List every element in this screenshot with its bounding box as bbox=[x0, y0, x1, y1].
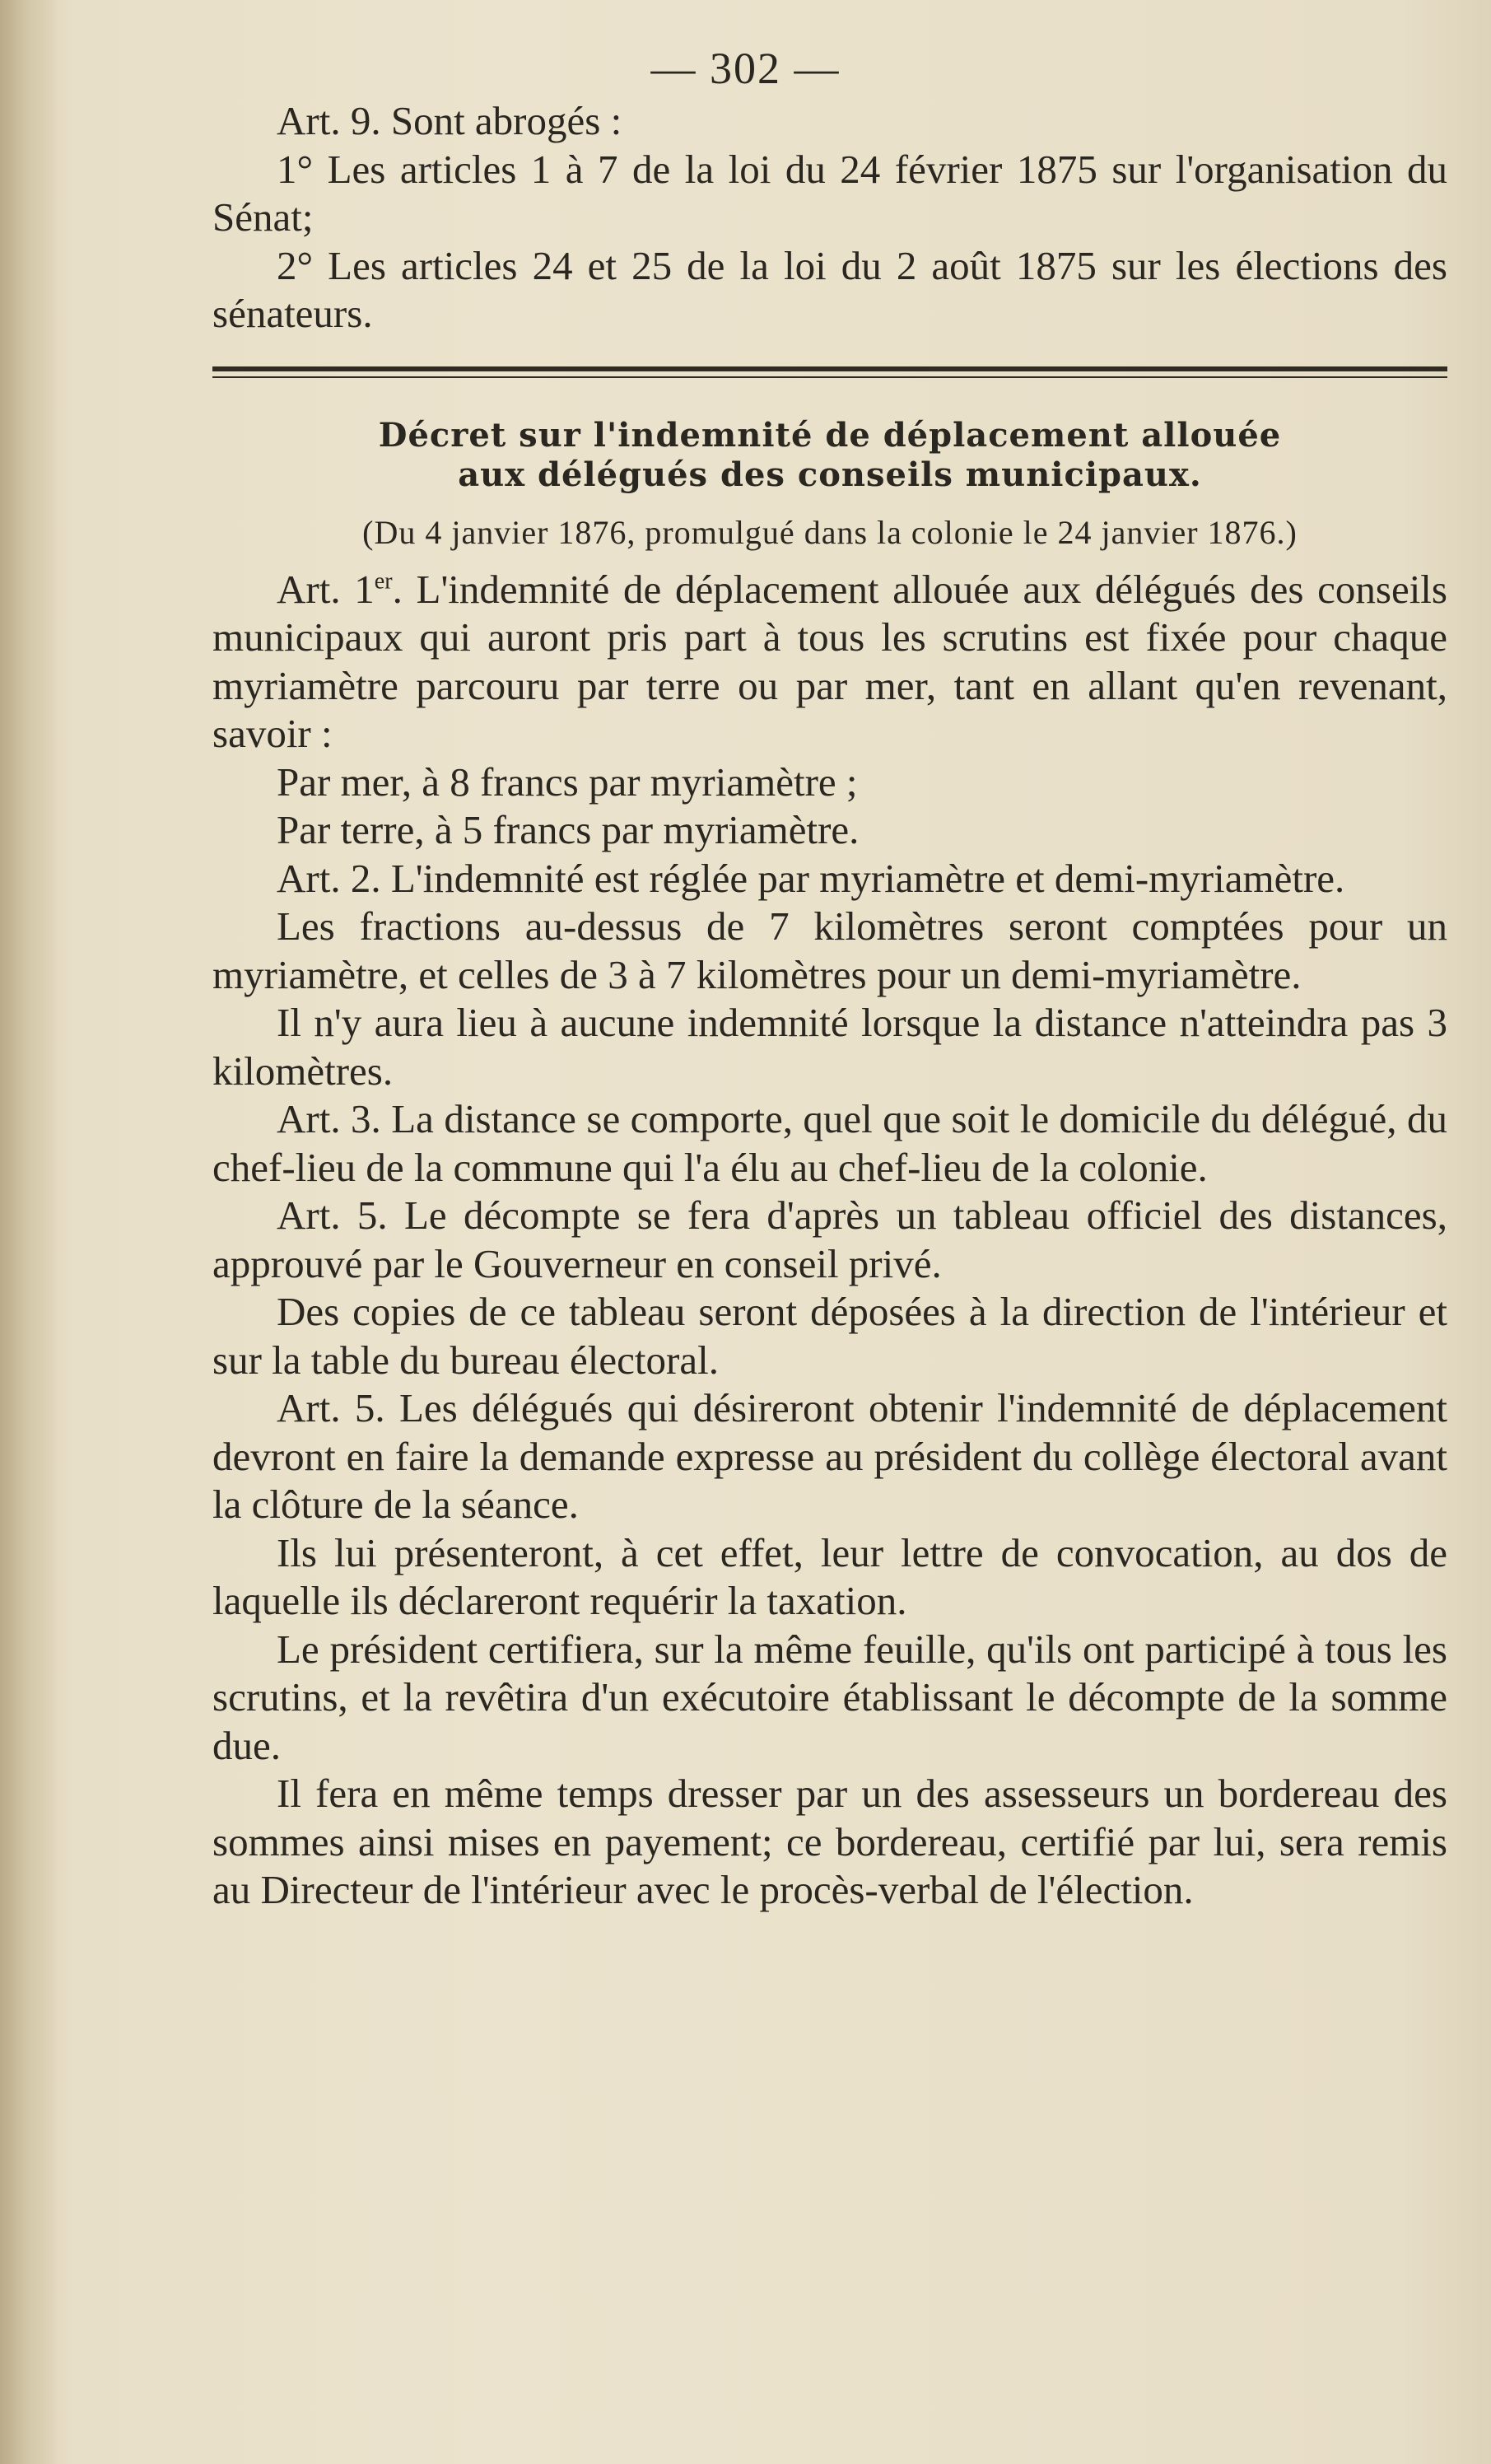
art1-by-land: Par terre, à 5 francs par myriamètre. bbox=[277, 807, 860, 852]
art1-label: Art. 1 bbox=[277, 566, 375, 612]
binding-gutter bbox=[0, 0, 58, 2464]
page-content bbox=[212, 97, 1447, 1915]
art2-paragraph-3: Il n'y aura lieu à aucune indemnité lorsque la distance n'atteindra pas 3 kilomètres. bbox=[212, 1000, 1447, 1094]
decree-title-line-1: Décret sur l'indemnité de déplacement allouée bbox=[378, 415, 1282, 455]
art3-paragraph: Art. 3. La distance se comporte, quel que soit le domicile du délégué, du chef-lieu de la commune qui l'a élu au chef-lieu de la colonie. bbox=[212, 1096, 1447, 1190]
decree-subtitle: (Du 4 janvier 1876, promulgué dans la colonie le 24 janvier 1876.) bbox=[362, 513, 1298, 551]
divider-thick-line bbox=[212, 366, 1447, 371]
art9-item-1: 1° Les articles 1 à 7 de la loi du 24 février 1875 sur l'organisation du Sénat; bbox=[212, 146, 1447, 240]
art5-paragraph-2: Ils lui présenteront, à cet effet, leur lettre de convocation, au dos de laquelle ils déclareront requérir la taxation. bbox=[212, 1529, 1447, 1623]
art9-item-2: 2° Les articles 24 et 25 de la loi du 2 août 1875 sur les élections des sénateurs. bbox=[212, 242, 1447, 336]
art5-paragraph-3: Le président certifiera, sur la même feuille, qu'ils ont participé à tous les scrutins, et la revêtira d'un exécutoire établissant le décompte de la somme due. bbox=[212, 1626, 1447, 1768]
art1-by-sea: Par mer, à 8 francs par myriamètre ; bbox=[277, 758, 858, 805]
art1-text: . L'indemnité de déplacement allouée aux délégués des conseils municipaux qui auront pris part à tous les scrutins est fixée pour chaque myriamètre parcouru par terre ou par mer, tant en allant qu'en revenant, savoir : bbox=[212, 566, 1447, 756]
art4-paragraph: Art. 5. Le décompte se fera d'après un tableau officiel des distances, approuvé par le Gouverneur en conseil privé. bbox=[212, 1192, 1447, 1286]
art5-paragraph-4: Il fera en même temps dresser par un des assesseurs un bordereau des sommes ainsi mises en payement; ce bordereau, certifié par lui, sera remis au Directeur de l'intérieur avec le procès-verbal de l'élection. bbox=[212, 1771, 1447, 1912]
section-divider bbox=[212, 366, 1447, 378]
page-number: — 302 — bbox=[650, 44, 841, 93]
decree-title-line-2: aux délégués des conseils municipaux. bbox=[458, 455, 1202, 494]
art5-paragraph: Art. 5. Les délégués qui désireront obtenir l'indemnité de déplacement devront en faire la demande expresse au président du collège électoral avant la clôture de la séance. bbox=[212, 1385, 1447, 1527]
decree-title bbox=[212, 416, 1447, 495]
divider-thin-line bbox=[212, 376, 1447, 378]
art1-paragraph bbox=[212, 566, 1447, 758]
art2-paragraph: Art. 2. L'indemnité est réglée par myriamètre et demi-myriamètre. bbox=[277, 855, 1345, 901]
art2-paragraph-2: Les fractions au-dessus de 7 kilomètres seront comptées pour un myriamètre, et celles de 3 à 7 kilomètres pour un demi-myriamètre. bbox=[212, 903, 1447, 997]
art1-superscript: er bbox=[374, 568, 393, 595]
art4-paragraph-2: Des copies de ce tableau seront déposées à la direction de l'intérieur et sur la table du bureau électoral. bbox=[212, 1289, 1447, 1383]
art9-heading: Art. 9. Sont abrogés : bbox=[277, 98, 622, 143]
